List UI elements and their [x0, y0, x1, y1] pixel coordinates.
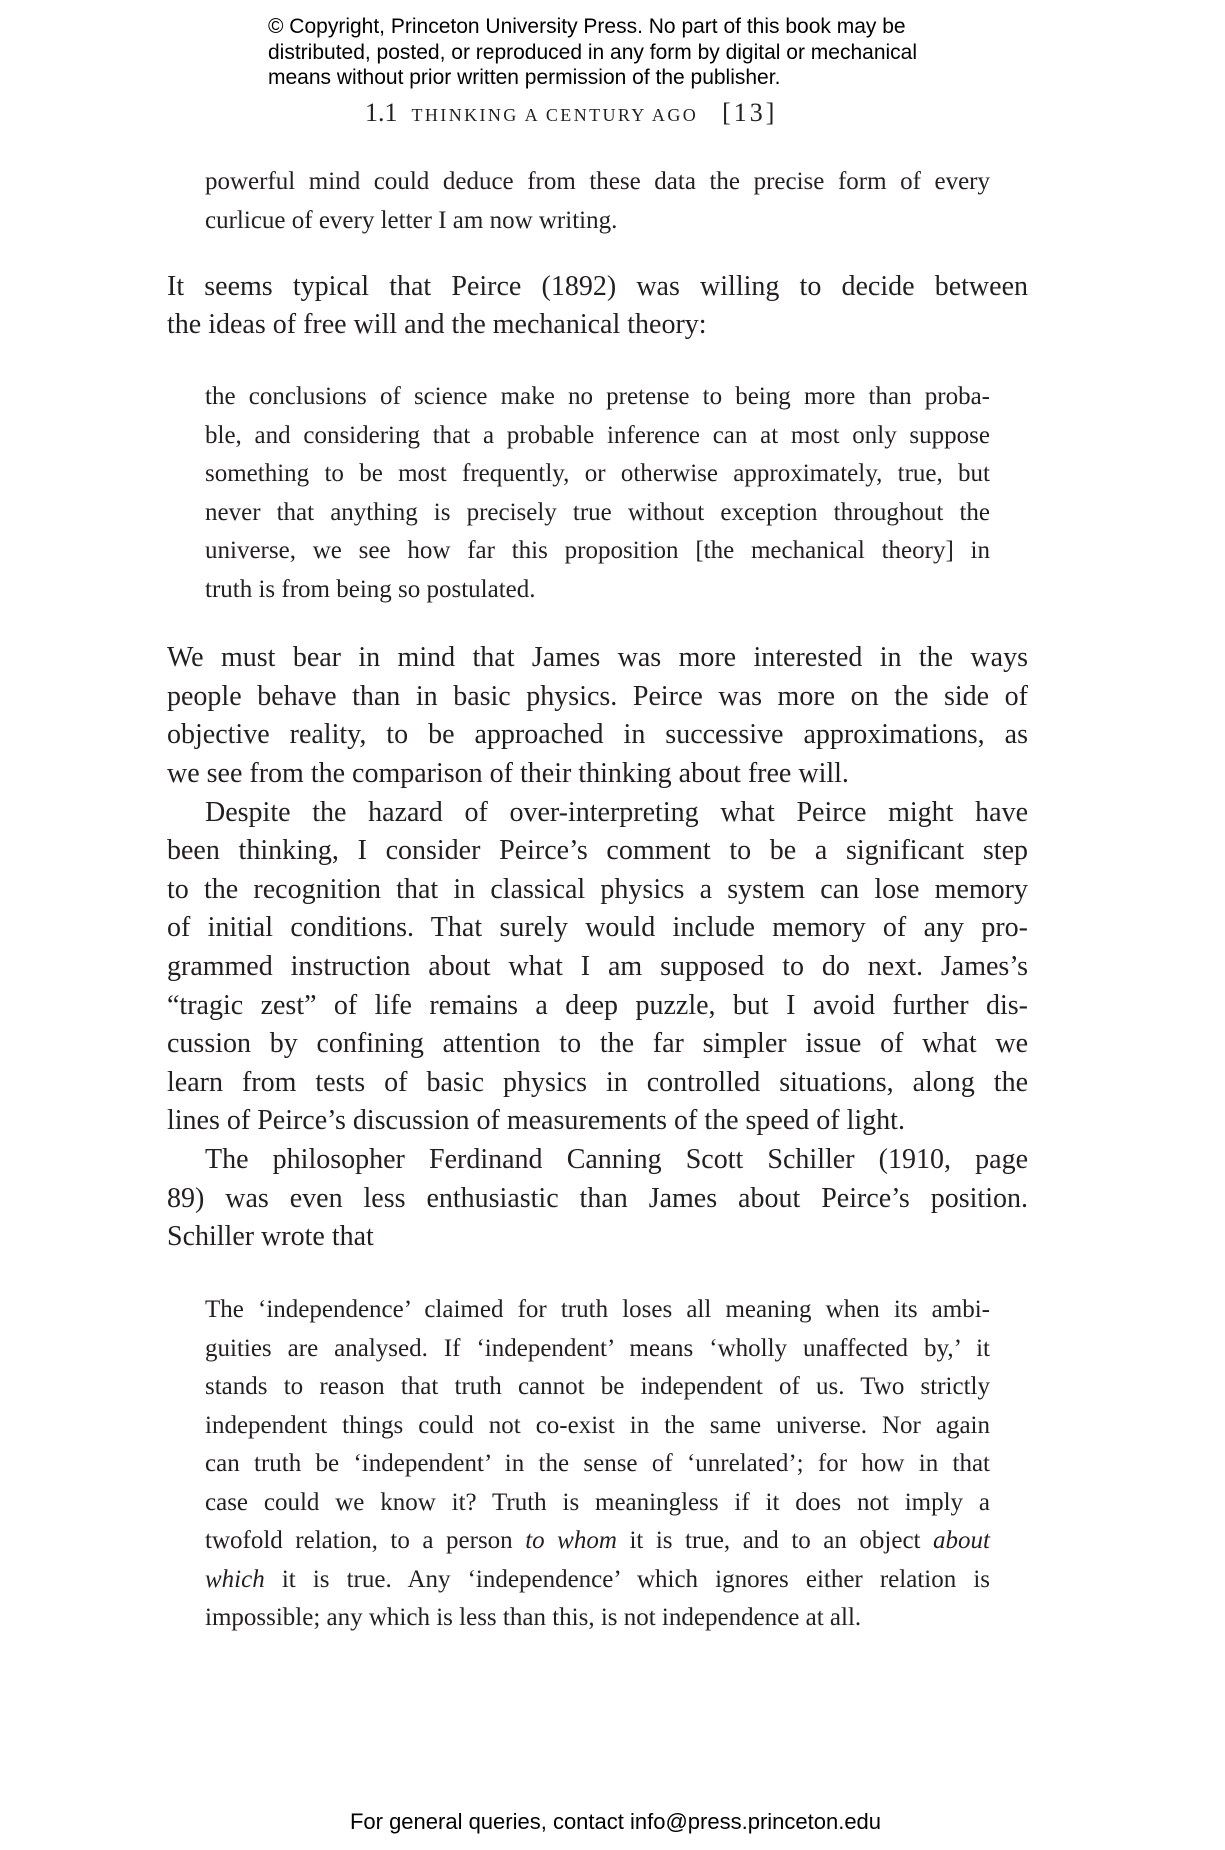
text-line: It seems typical that Peirce (1892) was willing to decide between	[167, 271, 1028, 302]
italic-phrase: about	[933, 1527, 990, 1554]
text-line: grammed instruction about what I am supposed to do next. James’s	[167, 951, 1028, 982]
text-line: Despite the hazard of over-interpreting what Peirce might have	[205, 797, 1028, 828]
text-line: case could we know it? Truth is meaningless if it does not imply a	[205, 1489, 990, 1516]
text-line: truth is from being so postulated.	[205, 576, 536, 603]
text-line: people behave than in basic physics. Peirce was more on the side of	[167, 681, 1028, 712]
text-line	[205, 1561, 990, 1599]
footer-contact: For general queries, contact info@press.princeton.edu	[349, 1809, 882, 1834]
text-line: learn from tests of basic physics in controlled situations, along the	[167, 1067, 1028, 1098]
text-line: the conclusions of science make no pretense to being more than proba-	[205, 383, 990, 410]
text-fragment: it is true, and to an object	[629, 1527, 934, 1554]
text-line: something to be most frequently, or otherwise approximately, true, but	[205, 460, 990, 487]
text-line: curlicue of every letter I am now writing.	[205, 207, 618, 234]
text-line: “tragic zest” of life remains a deep puzzle, but I avoid further dis-	[167, 990, 1028, 1021]
text-line: impossible; any which is less than this, is not independence at all.	[205, 1604, 862, 1631]
text-line: never that anything is precisely true without exception throughout the	[205, 499, 990, 526]
text-fragment: twofold relation, to a person	[205, 1527, 526, 1554]
text-line: Schiller wrote that	[167, 1221, 374, 1252]
copyright-notice-line-3: means without prior written permission of the publisher.	[268, 66, 781, 89]
text-line: stands to reason that truth cannot be independent of us. Two strictly	[205, 1373, 990, 1400]
page-number: [13]	[722, 98, 778, 127]
section-title: THINKING A CENTURY AGO	[411, 105, 699, 125]
copyright-notice-line-2: distributed, posted, or reproduced in any form by digital or mechanical	[268, 41, 918, 64]
text-line: ble, and considering that a probable inference can at most only suppose	[205, 422, 990, 449]
text-line	[205, 1522, 990, 1560]
italic-phrase: which	[205, 1566, 265, 1593]
text-line: independent things could not co-exist in the same universe. Nor again	[205, 1412, 990, 1439]
text-line: We must bear in mind that James was more interested in the ways	[167, 642, 1028, 673]
text-line: of initial conditions. That surely would include memory of any pro-	[167, 912, 1028, 943]
text-line: to the recognition that in classical physics a system can lose memory	[167, 874, 1028, 905]
text-line: been thinking, I consider Peirce’s comment to be a significant step	[167, 835, 1028, 866]
text-line: The philosopher Ferdinand Canning Scott Schiller (1910, page	[205, 1144, 1028, 1175]
text-line: objective reality, to be approached in successive approximations, as	[167, 719, 1028, 750]
copyright-notice-line-1: © Copyright, Princeton University Press. No part of this book may be	[268, 15, 906, 38]
text-line: The ‘independence’ claimed for truth loses all meaning when its ambi-	[205, 1296, 990, 1323]
italic-phrase: to whom	[525, 1527, 617, 1554]
text-fragment: it is true. Any ‘independence’ which ignores either relation is	[281, 1566, 990, 1593]
text-line: 89) was even less enthusiastic than James about Peirce’s position.	[167, 1183, 1028, 1214]
text-line: universe, we see how far this proposition [the mechanical theory] in	[205, 537, 990, 564]
text-line: can truth be ‘independent’ in the sense of ‘unrelated’; for how in that	[205, 1450, 990, 1477]
text-line: lines of Peirce’s discussion of measurements of the speed of light.	[167, 1105, 905, 1136]
text-line: cussion by confining attention to the far simpler issue of what we	[167, 1028, 1028, 1059]
text-line: guities are analysed. If ‘independent’ means ‘wholly unaffected by,’ it	[205, 1335, 990, 1362]
section-number: 1.1	[365, 98, 398, 127]
text-line: powerful mind could deduce from these data the precise form of every	[205, 168, 990, 195]
running-head	[365, 98, 835, 132]
text-line: we see from the comparison of their thinking about free will.	[167, 758, 849, 789]
text-line: the ideas of free will and the mechanical theory:	[167, 309, 707, 340]
